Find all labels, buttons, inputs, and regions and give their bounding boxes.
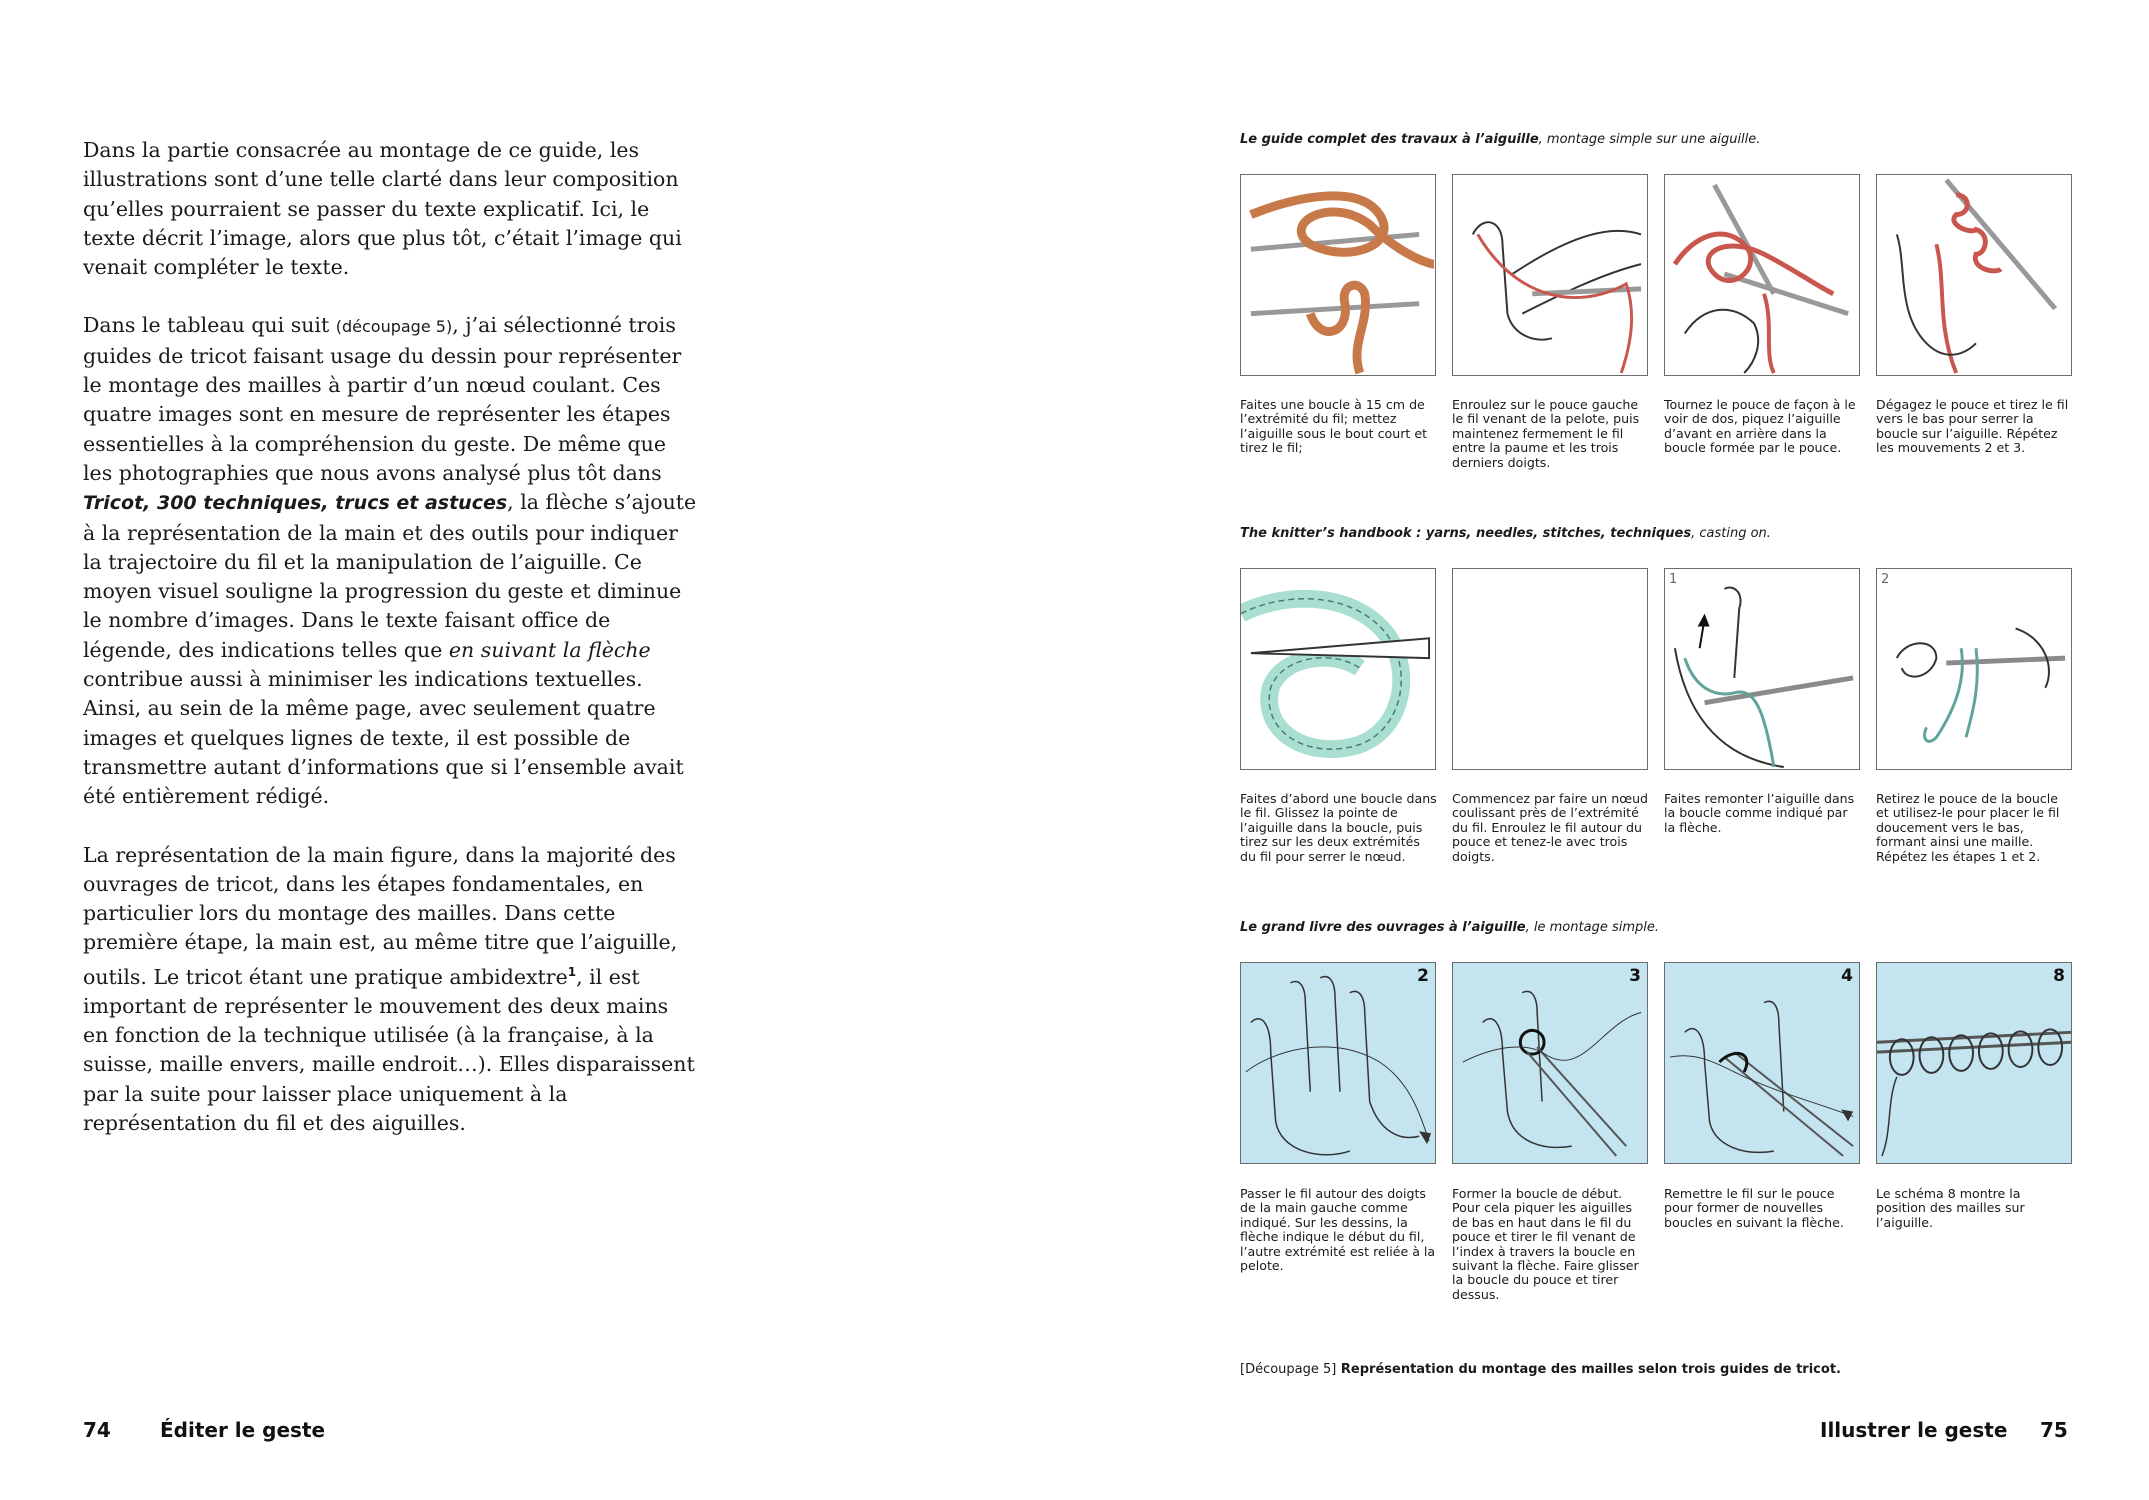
book-title-reference: Tricot, 300 techniques, trucs et astuces (83, 492, 508, 515)
guide-3-panel-1 (1240, 962, 1436, 1164)
guide-1-caption-4: Dégagez le pouce et tirez le fil vers le bas pour serrer la boucle sur l’aiguille. Répétez les mouvements 2 et 3. (1876, 397, 2069, 456)
paragraph-1-text: Dans la partie consacrée au montage de ce guide, les illustrations sont d’une telle clarté dans leur composition qu’elles pourraient se passer du texte explicatif. Ici, le texte décrit l’image, alors que plus tôt, c’était l’image qui venait compléter le texte. (83, 138, 682, 280)
quoted-instruction: en suivant la flèche (448, 637, 651, 662)
start-loop-illustration (1453, 963, 1647, 1163)
folio-number-left: 74 (83, 1418, 111, 1442)
guide-3-caption-4: Le schéma 8 montre la position des mailles sur l’aiguille. (1876, 1186, 2025, 1230)
tighten-loop-illustration (1877, 175, 2071, 375)
guide-1-panel-1 (1240, 174, 1436, 376)
figure-caption (1240, 1362, 1841, 1377)
paragraph-2 (83, 311, 699, 811)
running-title-left: Éditer le geste (160, 1418, 326, 1442)
guide-2-caption-2: Commencez par faire un nœud coulissant près de l’extrémité du fil. Enroulez le fil autour du pouce et tenez-le avec trois doigts. (1452, 791, 1649, 864)
guide-1-panel-2 (1452, 174, 1648, 376)
step-number: 2 (1881, 572, 1890, 587)
paragraph-3-text-a: La représentation de la main figure, dans la majorité des ouvrages de tricot, dans les étapes fondamentales, en particulier lors du montage des mailles. Dans cette première étape, la main est, au même titre que l’aiguille, outils. Le tricot étant une pratique ambidextre (83, 842, 678, 989)
paragraph-2-text-c: , la flèche s’ajoute à la représentation de la main et des outils pour indiquer la trajectoire du fil et la manipulation de l’aiguille. Ce moyen visuel souligne la progression du geste et diminue le nombre d’images. Dans le texte faisant office de légende, des indications telles que (83, 490, 697, 662)
guide-1-title: Le guide complet des travaux à l’aiguille, montage simple sur une aiguille. (1240, 132, 1761, 147)
guide-1-caption-3: Tournez le pouce de façon à le voir de dos, piquez l’aiguille d’avant en arrière dans la boucle formée par le pouce. (1664, 397, 1856, 456)
body-text (83, 136, 699, 1167)
running-title-right: Illustrer le geste (1820, 1418, 2008, 1442)
needle-up-loop-illustration (1665, 569, 1859, 769)
guide-2-title: The knitter’s handbook : yarns, needles, stitches, techniques, casting on. (1240, 526, 1771, 541)
guide-2-caption-3: Faites remonter l’aiguille dans la boucle comme indiqué par la flèche. (1664, 791, 1855, 835)
guide-1-panel-3 (1664, 174, 1860, 376)
guide-3-title: Le grand livre des ouvrages à l’aiguille, le montage simple. (1240, 920, 1659, 935)
figure-caption-text: Représentation du montage des mailles selon trois guides de tricot. (1336, 1362, 1841, 1377)
paragraph-3 (83, 841, 699, 1139)
guide-2-caption-1: Faites d’abord une boucle dans le fil. Glissez la pointe de l’aiguille dans la boucle, puis tirez sur les deux extrémités du fil pour serrer le nœud. (1240, 791, 1437, 864)
step-number: 1 (1669, 572, 1678, 587)
guide-2-panel-3 (1664, 568, 1860, 770)
guide-2-panel-4 (1876, 568, 2072, 770)
guide-3-caption-3: Remettre le fil sur le pouce pour former de nouvelles boucles en suivant la flèche. (1664, 1186, 1844, 1230)
step-number: 3 (1629, 966, 1641, 986)
step-number: 4 (1841, 966, 1853, 986)
step-number: 8 (2053, 966, 2065, 986)
form-stitch-illustration (1877, 569, 2071, 769)
footnote-marker: 1 (567, 964, 577, 979)
loop-with-needle-illustration (1241, 569, 1435, 769)
paragraph-2-text-a: Dans le tableau qui suit (83, 313, 336, 338)
guide-1-caption-1: Faites une boucle à 15 cm de l’extrémité du fil; mettez l’aiguille sous le bout court et tirez le fil; (1240, 397, 1428, 456)
figure-reference: (découpage 5) (335, 317, 453, 337)
paragraph-3-text-b: , il est important de représenter le mouvement des deux mains en fonction de la technique utilisée (à la française, à la suisse, maille envers, maille endroit…). Elles disparaissent par la suite pour laisser place uniquement à la représentation du fil et des aiguilles. (83, 964, 695, 1136)
fingers-wrap-illustration (1241, 963, 1435, 1163)
guide-3-caption-2: Former la boucle de début. Pour cela piquer les aiguilles de bas en haut dans le fil du pouce et tirer le fil venant de l’index à travers la boucle en suivant la flèche. Faire glisser la boucle du pouce et tirer dessus. (1452, 1186, 1639, 1302)
paragraph-2-text-d: contribue aussi à minimiser les indications textuelles. Ainsi, au sein de la même page, avec seulement quatre images et quelques lignes de texte, il est possible de transmettre autant d’informations que si l’ensemble avait été entièrement rédigé. (83, 667, 684, 809)
figure-caption-label: [Découpage 5] (1240, 1362, 1337, 1377)
guide-2-panel-2 (1452, 568, 1648, 770)
paragraph-2-text-b: , j’ai sélectionné trois guides de tricot faisant usage du dessin pour représenter le montage des mailles à partir d’un nœud coulant. Ces quatre images sont en mesure de représenter les étapes essentielles à la compréhension du geste. De même que les photographies que nous avons analysé plus tôt dans (83, 313, 682, 485)
guide-3-panel-3 (1664, 962, 1860, 1164)
paragraph-1 (83, 136, 699, 282)
slip-knot-illustration (1241, 175, 1435, 375)
left-page (0, 0, 1074, 1500)
new-loops-illustration (1665, 963, 1859, 1163)
stitches-on-needle-illustration (1877, 963, 2071, 1163)
thumb-wrap-illustration (1453, 175, 1647, 375)
guide-2-panel-1 (1240, 568, 1436, 770)
folio-number-right: 75 (2040, 1418, 2068, 1442)
needle-through-loop-illustration (1665, 175, 1859, 375)
step-number: 2 (1417, 966, 1429, 986)
guide-3-caption-1: Passer le fil autour des doigts de la main gauche comme indiqué. Sur les dessins, la flèche indique le début du fil, l’autre extrémité est reliée à la pelote. (1240, 1186, 1436, 1274)
guide-3-panel-4 (1876, 962, 2072, 1164)
guide-3-panel-2 (1452, 962, 1648, 1164)
guide-1-caption-2: Enroulez sur le pouce gauche le fil venant de la pelote, puis maintenez fermement le fil entre la paume et les trois derniers doigts. (1452, 397, 1640, 470)
guide-1-panel-4 (1876, 174, 2072, 376)
guide-2-caption-4: Retirez le pouce de la boucle et utilisez-le pour placer le fil doucement vers le bas, formant ainsi une maille. Répétez les étapes 1 et 2. (1876, 791, 2060, 864)
